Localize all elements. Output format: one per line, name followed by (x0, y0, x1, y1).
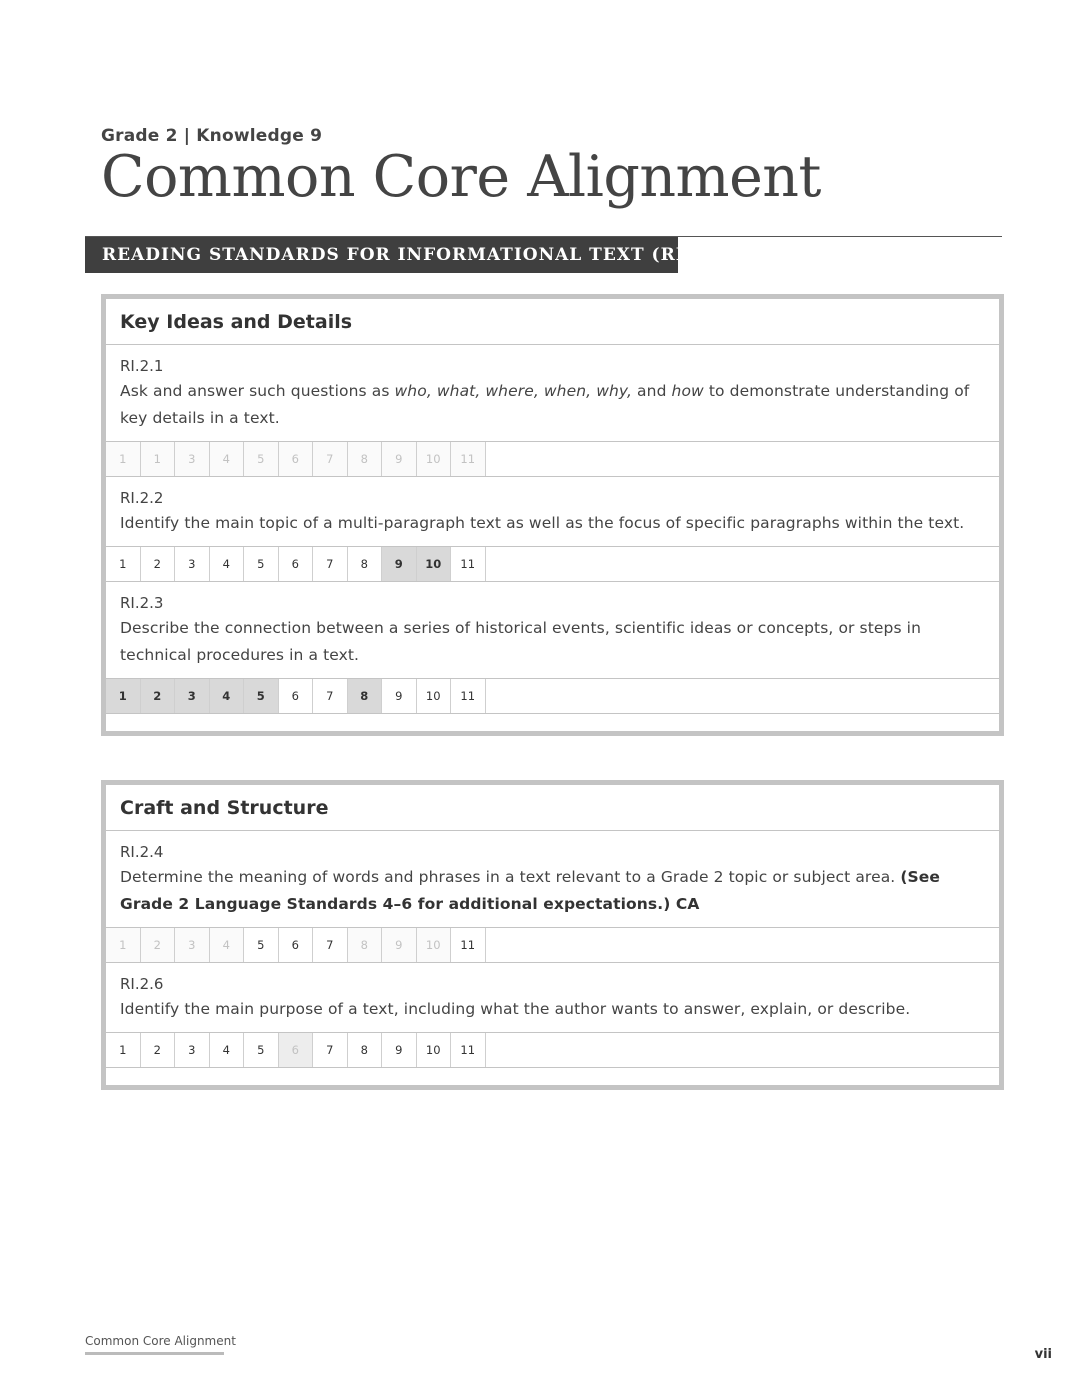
lesson-cell: 6 (279, 1033, 314, 1067)
section-heading: Key Ideas and Details (106, 299, 999, 345)
description-fragment: to demonstrate understanding of key details in a text. (120, 382, 970, 427)
lesson-cell: 6 (279, 679, 314, 713)
page-header (101, 126, 1001, 210)
page-title: Common Core Alignment (101, 144, 821, 210)
lesson-cell: 4 (210, 679, 245, 713)
box-footer-strip (106, 1068, 999, 1085)
standards-box-key-ideas (101, 294, 1004, 736)
lesson-cell: 8 (348, 442, 383, 476)
lesson-cell: 7 (313, 547, 348, 581)
standard-description (120, 864, 985, 918)
lesson-cell: 5 (244, 547, 279, 581)
lesson-cell: 5 (244, 679, 279, 713)
lesson-cell: 10 (417, 679, 452, 713)
standard-code: RI.2.6 (120, 975, 164, 993)
description-fragment: Ask and answer such questions as (120, 382, 395, 400)
section-banner: READING STANDARDS FOR INFORMATIONAL TEXT (RI) (85, 237, 678, 273)
lesson-cell: 5 (244, 1033, 279, 1067)
lesson-cell: 1 (106, 928, 141, 962)
lesson-cell: 11 (451, 547, 486, 581)
lesson-cell: 6 (279, 442, 314, 476)
lesson-cell: 1 (106, 442, 141, 476)
lesson-cell: 9 (382, 1033, 417, 1067)
description-fragment: Identify the main topic of a multi-paragraph text as well as the focus of specific paragraphs within the text. (120, 514, 965, 532)
footer-underline (85, 1352, 224, 1355)
lesson-cell: 11 (451, 679, 486, 713)
lesson-cell: 1 (106, 547, 141, 581)
standard-ri-2-1 (106, 345, 999, 442)
lesson-cell: 11 (451, 442, 486, 476)
lesson-cell: 5 (244, 928, 279, 962)
standard-description (120, 615, 985, 669)
standard-code: RI.2.3 (120, 594, 164, 612)
lesson-cell: 2 (141, 547, 176, 581)
lesson-cell: 4 (210, 928, 245, 962)
lesson-cell: 7 (313, 1033, 348, 1067)
lesson-cell: 2 (141, 1033, 176, 1067)
lesson-cell: 6 (279, 547, 314, 581)
lesson-cell: 3 (175, 928, 210, 962)
lesson-cell: 7 (313, 928, 348, 962)
lesson-cell-row (106, 547, 999, 582)
footer-label: Common Core Alignment (85, 1334, 236, 1348)
lesson-cell: 5 (244, 442, 279, 476)
standard-description (120, 996, 985, 1023)
lesson-cell-row (106, 679, 999, 714)
lesson-cell: 2 (141, 679, 176, 713)
lesson-cell: 11 (451, 928, 486, 962)
standard-description (120, 510, 985, 537)
lesson-cell: 3 (175, 547, 210, 581)
page-number: vii (1034, 1347, 1052, 1362)
lesson-cell-row (106, 442, 999, 477)
lesson-cell: 2 (141, 928, 176, 962)
standard-ri-2-3 (106, 582, 999, 679)
lesson-cell: 10 (417, 1033, 452, 1067)
standard-code: RI.2.4 (120, 843, 164, 861)
lesson-cell: 8 (348, 1033, 383, 1067)
lesson-cell: 7 (313, 679, 348, 713)
lesson-cell: 3 (175, 442, 210, 476)
description-fragment: Determine the meaning of words and phrases in a text relevant to a Grade 2 topic or subject area. (120, 868, 901, 886)
standard-description (120, 378, 985, 432)
description-fragment: Describe the connection between a series of historical events, scientific ideas or concepts, or steps in technical procedures in a text. (120, 619, 921, 664)
lesson-cell: 9 (382, 547, 417, 581)
box-footer-strip (106, 714, 999, 731)
description-fragment: who, what, where, when, why, (394, 382, 633, 400)
lesson-cell: 10 (417, 928, 452, 962)
lesson-cell: 9 (382, 928, 417, 962)
lesson-cell: 6 (279, 928, 314, 962)
lesson-cell: 4 (210, 1033, 245, 1067)
lesson-cell: 1 (141, 442, 176, 476)
standard-ri-2-6 (106, 963, 999, 1033)
section-heading: Craft and Structure (106, 785, 999, 831)
description-fragment: how (671, 382, 704, 400)
description-fragment: and (632, 382, 672, 400)
lesson-cell: 4 (210, 547, 245, 581)
lesson-cell: 3 (175, 679, 210, 713)
lesson-cell: 10 (417, 442, 452, 476)
standard-code: RI.2.2 (120, 489, 164, 507)
lesson-cell: 11 (451, 1033, 486, 1067)
lesson-cell: 3 (175, 1033, 210, 1067)
lesson-cell: 7 (313, 442, 348, 476)
lesson-cell-row (106, 1033, 999, 1068)
lesson-cell: 9 (382, 442, 417, 476)
standard-code: RI.2.1 (120, 357, 164, 375)
lesson-cell: 9 (382, 679, 417, 713)
lesson-cell: 8 (348, 547, 383, 581)
lesson-cell: 8 (348, 928, 383, 962)
standard-ri-2-4 (106, 831, 999, 928)
lesson-cell: 10 (417, 547, 452, 581)
lesson-cell-row (106, 928, 999, 963)
page-subtitle: Grade 2 | Knowledge 9 (101, 126, 323, 146)
lesson-cell: 8 (348, 679, 383, 713)
description-fragment: (See Grade 2 Language Standards 4–6 for additional expectations.) CA (120, 868, 941, 913)
standard-ri-2-2 (106, 477, 999, 547)
description-fragment: Identify the main purpose of a text, including what the author wants to answer, explain, or describe. (120, 1000, 911, 1018)
standards-box-craft-structure (101, 780, 1004, 1090)
lesson-cell: 4 (210, 442, 245, 476)
lesson-cell: 1 (106, 679, 141, 713)
lesson-cell: 1 (106, 1033, 141, 1067)
